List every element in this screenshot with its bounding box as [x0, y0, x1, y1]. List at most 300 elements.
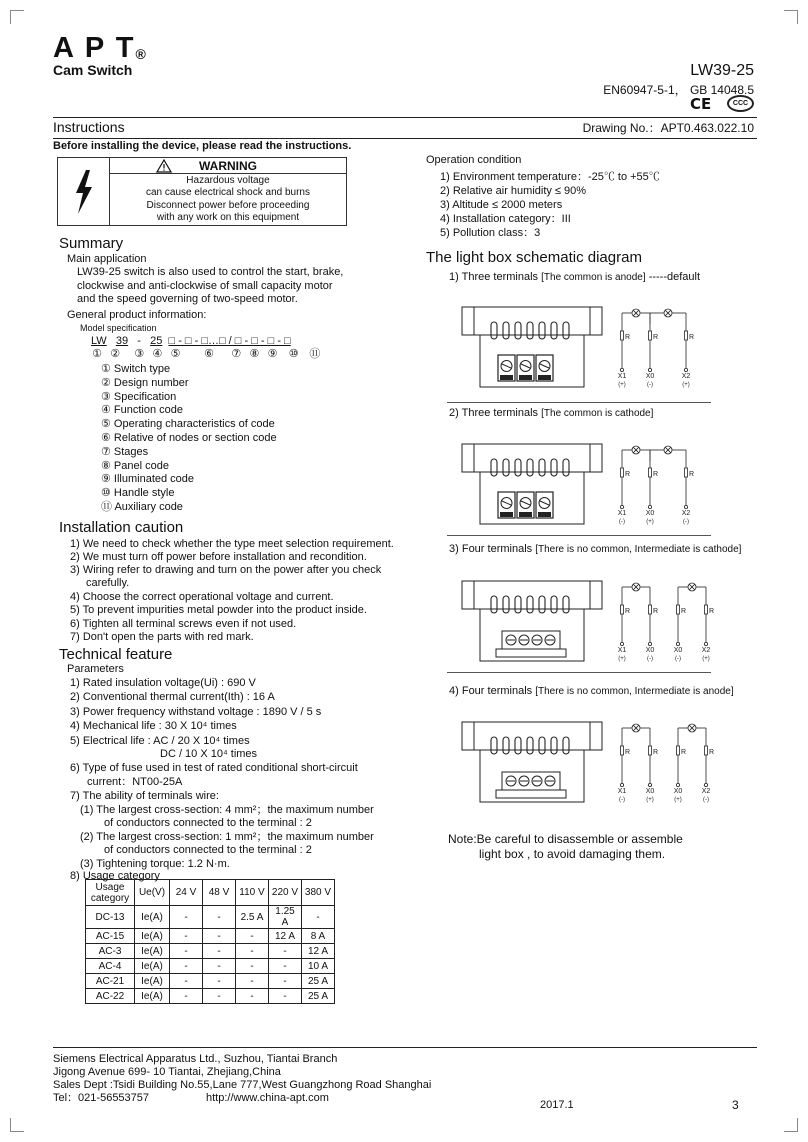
- terminal-dot: [620, 783, 623, 786]
- code-item: ⑥ Relative of nodes or section code: [101, 432, 277, 444]
- table-header-cell: 24 V: [170, 880, 203, 906]
- usage-category-table: [85, 879, 335, 1004]
- terminal-label: X1: [617, 647, 627, 654]
- footer-rule: [53, 1047, 757, 1048]
- led-slot: [551, 737, 557, 754]
- code-part: 39: [115, 335, 129, 347]
- resistor-symbol: [677, 746, 680, 755]
- warning-icon-cell: [58, 158, 110, 225]
- resistor-symbol: [621, 331, 624, 340]
- diagram-caption: [449, 684, 734, 699]
- screw-slot: [540, 501, 549, 505]
- terminal-polarity: (+): [646, 797, 654, 803]
- table-header-cell: 220 V: [269, 880, 302, 906]
- led-slot: [515, 322, 521, 339]
- terminal-polarity: (-): [647, 656, 653, 662]
- crop-mark-bottom-left: [10, 1118, 24, 1132]
- ccc-mark: CCC: [727, 95, 754, 112]
- table-cell: AC-4: [86, 959, 135, 974]
- operation-item: 3) Altitude ≤ 2000 meters: [440, 199, 563, 211]
- diagram-caption: [449, 542, 741, 557]
- terminal-base: [496, 790, 566, 798]
- main-application-line: clockwise and anti-clockwise of small capacity motor: [77, 280, 333, 292]
- table-cell: 10 A: [302, 959, 335, 974]
- led-slot: [563, 737, 569, 754]
- housing-tab: [590, 722, 602, 750]
- operation-item: 5) Pollution class：3: [440, 227, 541, 239]
- led-slot: [515, 596, 521, 613]
- table-cell: -: [236, 989, 269, 1004]
- terminal-polarity: (-): [619, 519, 625, 525]
- code-number: ⑧: [249, 348, 260, 360]
- table-cell: -: [203, 929, 236, 944]
- summary-heading: Summary: [59, 235, 124, 252]
- table-header-cell: Ue(V): [135, 880, 170, 906]
- table-cell: Ie(A): [135, 944, 170, 959]
- caption-label: Four terminals: [461, 685, 533, 697]
- table-row: [86, 989, 335, 1004]
- table-cell: -: [203, 944, 236, 959]
- installation-item: 5) To prevent impurities metal powder into the product inside.: [70, 604, 367, 616]
- led-slot: [491, 322, 497, 339]
- resistor-symbol: [685, 331, 688, 340]
- resistor-label: R: [681, 749, 687, 756]
- led-slot: [503, 322, 509, 339]
- led-slot: [503, 596, 509, 613]
- table-cell: -: [170, 959, 203, 974]
- tech-item: 7) The ability of terminals wire:: [70, 790, 219, 802]
- table-cell: -: [203, 959, 236, 974]
- led-slot: [527, 737, 533, 754]
- tech-item: current：NT00-25A: [87, 776, 183, 788]
- led-slot: [551, 459, 557, 476]
- resistor-label: R: [709, 749, 715, 756]
- housing-tab: [590, 444, 602, 472]
- led-slot: [491, 596, 497, 613]
- table-cell: DC-13: [86, 906, 135, 929]
- drawing-number: Drawing No.：APT0.463.022.10: [582, 121, 754, 135]
- caption-note: [The common is cathode]: [541, 408, 654, 419]
- tech-item: 4) Mechanical life : 30 X 10⁴ times: [70, 720, 237, 732]
- installation-item: 3) Wiring refer to drawing and turn on the power after you check: [70, 564, 382, 576]
- code-number: ⑨: [267, 348, 278, 360]
- housing-tab: [462, 581, 474, 609]
- caption-num: 2): [449, 407, 459, 419]
- led-slot: [503, 737, 509, 754]
- terminal-label: X1: [617, 510, 627, 517]
- lightbox-diagram: [460, 573, 715, 665]
- table-cell: -: [302, 906, 335, 929]
- terminal-polarity: (+): [646, 519, 654, 525]
- housing-tab: [462, 722, 474, 750]
- table-cell: -: [203, 989, 236, 1004]
- table-cell: -: [236, 944, 269, 959]
- terminal-dot: [704, 783, 707, 786]
- terminal-polarity: (+): [682, 382, 690, 388]
- lightning-icon: [58, 158, 110, 225]
- table-cell: -: [203, 906, 236, 929]
- tech-item: (1) The largest cross-section: 4 mm²；the maximum number: [80, 804, 374, 816]
- table-cell: -: [236, 974, 269, 989]
- tech-item: DC / 10 X 10⁴ times: [160, 748, 258, 760]
- crop-mark-top-left: [10, 10, 24, 24]
- table-cell: 12 A: [302, 944, 335, 959]
- code-part: 25: [150, 335, 163, 347]
- table-cell: 12 A: [269, 929, 302, 944]
- terminal-label: X1: [617, 788, 627, 795]
- resistor-label: R: [689, 334, 695, 341]
- note-line: Note:Be careful to disassemble or assemble: [448, 832, 683, 846]
- caption-note: [There is no common, Intermediate is cathode]: [535, 544, 742, 555]
- terminal-label: X2: [701, 647, 711, 654]
- section-title: Instructions: [53, 119, 125, 135]
- lightbox-heading: The light box schematic diagram: [426, 249, 642, 266]
- code-item: ⑩ Handle style: [101, 487, 175, 499]
- table-row: [86, 929, 335, 944]
- warning-header: [110, 158, 346, 174]
- table-cell: -: [269, 989, 302, 1004]
- terminal-label: X2: [701, 788, 711, 795]
- led-slot: [503, 459, 509, 476]
- tech-item: (2) The largest cross-section: 1 mm²；the maximum number: [80, 831, 374, 843]
- terminal-dot: [620, 368, 623, 371]
- code-number: ②: [110, 348, 121, 360]
- warning-line: with any work on this equipment: [156, 212, 300, 223]
- code-part: -: [137, 335, 141, 347]
- code-number-row: [91, 347, 321, 361]
- table-row: [86, 944, 335, 959]
- terminal-polarity: (-): [647, 382, 653, 388]
- led-slot: [551, 322, 557, 339]
- terminal-clamp: [500, 375, 513, 380]
- terminal-dot: [648, 642, 651, 645]
- ce-mark: CE: [690, 95, 712, 113]
- warning-title: WARNING: [199, 159, 257, 173]
- tech-item: 6) Type of fuse used in test of rated conditional short-circuit: [70, 762, 358, 774]
- caption-num: 3): [449, 543, 459, 555]
- operation-item: 1) Environment temperature：-25℃ to +55℃: [440, 171, 660, 183]
- table-cell: AC-22: [86, 989, 135, 1004]
- table-cell: Ie(A): [135, 906, 170, 929]
- terminal-dot: [704, 642, 707, 645]
- screw-slot: [502, 364, 511, 368]
- housing-tab: [462, 307, 474, 335]
- table-row: [86, 974, 335, 989]
- screw-slot: [540, 364, 549, 368]
- tech-item: (3) Tightening torque: 1.2 N·m.: [80, 858, 230, 870]
- resistor-symbol: [621, 746, 624, 755]
- table-row: [86, 906, 335, 929]
- lightbox-diagram: [460, 714, 715, 806]
- terminal-label: X0: [645, 510, 655, 517]
- terminal-clamp: [500, 512, 513, 517]
- caption-num: 4): [449, 685, 459, 697]
- code-number: ①: [92, 348, 102, 360]
- code-part: LW: [91, 335, 107, 347]
- table-cell: -: [236, 959, 269, 974]
- table-cell: 8 A: [302, 929, 335, 944]
- warning-box: [57, 157, 347, 226]
- lightbox-diagram: [460, 299, 710, 391]
- terminal-polarity: (-): [683, 519, 689, 525]
- table-header-cell: 48 V: [203, 880, 236, 906]
- table-cell: -: [236, 929, 269, 944]
- led-slot: [491, 737, 497, 754]
- terminal-polarity: (+): [702, 656, 710, 662]
- resistor-symbol: [649, 746, 652, 755]
- terminal-dot: [620, 505, 623, 508]
- tech-item: 2) Conventional thermal current(Ith) : 16 A: [70, 691, 275, 703]
- caption-label: Four terminals: [461, 543, 533, 555]
- warning-line: Hazardous voltage: [186, 175, 270, 186]
- terminal-label: X0: [673, 647, 683, 654]
- led-slot: [563, 459, 569, 476]
- terminal-dot: [648, 368, 651, 371]
- product-subtitle: Cam Switch: [53, 62, 133, 78]
- led-slot: [527, 596, 533, 613]
- terminal-polarity: (+): [618, 656, 626, 662]
- terminal-dot: [684, 505, 687, 508]
- code-number: ⑦: [231, 348, 242, 360]
- table-cell: -: [269, 974, 302, 989]
- table-cell: AC-15: [86, 929, 135, 944]
- resistor-label: R: [709, 608, 715, 615]
- code-item: ⑤ Operating characteristics of code: [101, 418, 275, 430]
- resistor-label: R: [625, 608, 631, 615]
- installation-item: carefully.: [86, 577, 130, 589]
- resistor-symbol: [705, 605, 708, 614]
- table-cell: -: [269, 959, 302, 974]
- terminal-polarity: (-): [703, 797, 709, 803]
- resistor-label: R: [653, 749, 659, 756]
- screw-slot: [502, 501, 511, 505]
- installation-heading: Installation caution: [59, 519, 184, 536]
- table-cell: 1.25 A: [269, 906, 302, 929]
- table-cell: -: [170, 974, 203, 989]
- resistor-symbol: [677, 605, 680, 614]
- terminal-base: [496, 649, 566, 657]
- footer-address: Jigong Avenue 699- 10 Tiantai, Zhejiang,China: [53, 1066, 281, 1078]
- footer-sales: Sales Dept :Tsidi Building No.55,Lane 777,West Guangzhong Road Shanghai: [53, 1079, 432, 1091]
- tech-item: of conductors connected to the terminal : 2: [104, 844, 312, 856]
- table-cell: -: [170, 944, 203, 959]
- tech-item: 5) Electrical life : AC / 20 X 10⁴ times: [70, 735, 250, 747]
- footer-website[interactable]: http://www.china-apt.com: [206, 1092, 329, 1104]
- table-cell: Ie(A): [135, 929, 170, 944]
- footer-company: Siemens Electrical Apparatus Ltd., Suzhou, Tiantai Branch: [53, 1053, 338, 1065]
- code-item: ⑪ Auxiliary code: [101, 501, 183, 513]
- installation-item: 1) We need to check whether the type meet selection requirement.: [70, 538, 394, 550]
- operation-item: 4) Installation category：III: [440, 213, 571, 225]
- caption-label: Three terminals: [461, 407, 539, 419]
- caption-suffix: -----default: [648, 271, 701, 283]
- main-application-line: LW39-25 switch is also used to control the start, brake,: [77, 266, 344, 278]
- brand-text: A P T: [53, 32, 136, 64]
- table-cell: 25 A: [302, 989, 335, 1004]
- model-code: [91, 334, 291, 348]
- note-line: light box , to avoid damaging them.: [479, 847, 666, 861]
- code-item: ⑧ Panel code: [101, 460, 169, 472]
- operation-item: 2) Relative air humidity ≤ 90%: [440, 185, 587, 197]
- terminal-dot: [684, 368, 687, 371]
- led-slot: [515, 459, 521, 476]
- terminal-label: X0: [645, 788, 655, 795]
- main-application-line: and the speed governing of two-speed motor.: [77, 293, 298, 305]
- screw-slot: [521, 501, 530, 505]
- table-cell: AC-21: [86, 974, 135, 989]
- code-tail: □ - □ - □…□ / □ - □ - □ - □: [168, 335, 291, 347]
- screw-slot: [521, 364, 530, 368]
- terminal-dot: [676, 783, 679, 786]
- table-cell: -: [203, 974, 236, 989]
- housing-tab: [590, 307, 602, 335]
- led-slot: [551, 596, 557, 613]
- table-header-cell: 110 V: [236, 880, 269, 906]
- code-item: ⑨ Illuminated code: [101, 473, 195, 485]
- standards: EN60947-5-1， GB 14048.5: [603, 83, 754, 97]
- table-cell: 2.5 A: [236, 906, 269, 929]
- section-rule: [53, 138, 757, 139]
- caption-label: Three terminals: [461, 271, 539, 283]
- housing-top: [462, 722, 602, 750]
- technical-heading: Technical feature: [59, 646, 173, 663]
- resistor-symbol: [705, 746, 708, 755]
- lightbox-diagram: [460, 436, 710, 528]
- installation-item: 7) Don't open the parts with red mark.: [70, 631, 254, 643]
- crop-mark-bottom-right: [784, 1118, 798, 1132]
- terminal-clamp: [519, 512, 532, 517]
- table-cell: -: [170, 906, 203, 929]
- warning-line: can cause electrical shock and burns: [146, 187, 310, 198]
- resistor-symbol: [621, 605, 624, 614]
- installation-item: 2) We must turn off power before installation and recondition.: [70, 551, 367, 563]
- resistor-label: R: [689, 471, 695, 478]
- led-slot: [563, 596, 569, 613]
- table-header-cell: Usage category: [86, 880, 135, 906]
- terminal-dot: [620, 642, 623, 645]
- table-cell: -: [269, 944, 302, 959]
- resistor-symbol: [621, 468, 624, 477]
- warning-line: Disconnect power before proceeding: [146, 200, 310, 211]
- code-number: ⑤: [170, 348, 181, 360]
- table-cell: -: [170, 929, 203, 944]
- led-slot: [527, 459, 533, 476]
- housing-tab: [590, 581, 602, 609]
- terminal-clamp: [538, 512, 551, 517]
- code-number: ⑪: [309, 348, 321, 360]
- model-number: LW39-25: [690, 62, 754, 79]
- code-number: ⑥: [204, 348, 214, 360]
- resistor-label: R: [625, 471, 631, 478]
- warning-triangle-icon: [156, 159, 172, 173]
- terminal-polarity: (+): [674, 797, 682, 803]
- brand-registered-mark: ®: [135, 46, 148, 62]
- table-header-cell: 380 V: [302, 880, 335, 906]
- table-cell: AC-3: [86, 944, 135, 959]
- caption-note: [The common is anode]: [541, 272, 646, 283]
- terminal-label: X0: [673, 788, 683, 795]
- tech-item: 8) Usage category: [70, 870, 160, 882]
- diagram-separator: [447, 402, 711, 403]
- led-slot: [539, 322, 545, 339]
- resistor-symbol: [649, 468, 652, 477]
- led-slot: [539, 459, 545, 476]
- code-item: ⑦ Stages: [101, 446, 149, 458]
- terminal-label: X0: [645, 647, 655, 654]
- intro-text: Before installing the device, please read the instructions.: [53, 140, 352, 152]
- main-application-label: Main application: [67, 253, 147, 265]
- page-number: 3: [732, 1098, 739, 1112]
- model-spec-label: Model specification: [80, 323, 157, 333]
- terminal-label: X2: [681, 510, 691, 517]
- resistor-label: R: [625, 334, 631, 341]
- code-number: ③: [134, 348, 145, 360]
- parameters-label: Parameters: [67, 663, 124, 675]
- table-cell: Ie(A): [135, 989, 170, 1004]
- installation-item: 4) Choose the correct operational voltage and current.: [70, 591, 334, 603]
- caption-note: [There is no common, Intermediate is anode]: [535, 686, 734, 697]
- terminal-clamp: [538, 375, 551, 380]
- resistor-symbol: [649, 331, 652, 340]
- crop-mark-top-right: [784, 10, 798, 24]
- caption-num: 1): [449, 271, 459, 283]
- led-slot: [527, 322, 533, 339]
- resistor-label: R: [625, 749, 631, 756]
- terminal-polarity: (+): [618, 382, 626, 388]
- table-cell: 25 A: [302, 974, 335, 989]
- table-header-row: [86, 880, 335, 906]
- code-item: ② Design number: [101, 377, 189, 389]
- led-slot: [539, 596, 545, 613]
- table-row: [86, 959, 335, 974]
- resistor-symbol: [649, 605, 652, 614]
- footer-tel: Tel：021-56553757: [53, 1092, 150, 1104]
- tech-item: of conductors connected to the terminal : 2: [104, 817, 312, 829]
- operation-heading: Operation condition: [426, 154, 522, 166]
- installation-item: 6) Tighten all terminal screws even if not used.: [70, 618, 297, 630]
- code-number: ⑩: [288, 348, 299, 360]
- code-item: ④ Function code: [101, 404, 184, 416]
- terminal-dot: [648, 783, 651, 786]
- table-cell: -: [170, 989, 203, 1004]
- tech-item: 1) Rated insulation voltage(Ui) : 690 V: [70, 677, 256, 689]
- resistor-label: R: [681, 608, 687, 615]
- housing-tab: [462, 444, 474, 472]
- resistor-label: R: [653, 334, 659, 341]
- resistor-label: R: [653, 608, 659, 615]
- tech-item: 3) Power frequency withstand voltage : 1890 V / 5 s: [70, 706, 322, 718]
- led-slot: [491, 459, 497, 476]
- terminal-dot: [648, 505, 651, 508]
- table-cell: Ie(A): [135, 959, 170, 974]
- terminal-clamp: [519, 375, 532, 380]
- housing-top: [462, 581, 602, 609]
- code-number: ④: [152, 348, 163, 360]
- header-rule: [53, 117, 757, 118]
- terminal-dot: [676, 642, 679, 645]
- resistor-symbol: [685, 468, 688, 477]
- led-slot: [563, 322, 569, 339]
- diagram-caption: [449, 406, 653, 421]
- diagram-caption: [449, 270, 700, 285]
- terminal-label: X2: [681, 373, 691, 380]
- terminal-polarity: (-): [675, 656, 681, 662]
- general-info-label: General product information:: [67, 309, 207, 321]
- diagram-separator: [447, 672, 711, 673]
- code-item: ③ Specification: [101, 391, 177, 403]
- housing-top: [462, 307, 602, 335]
- led-slot: [539, 737, 545, 754]
